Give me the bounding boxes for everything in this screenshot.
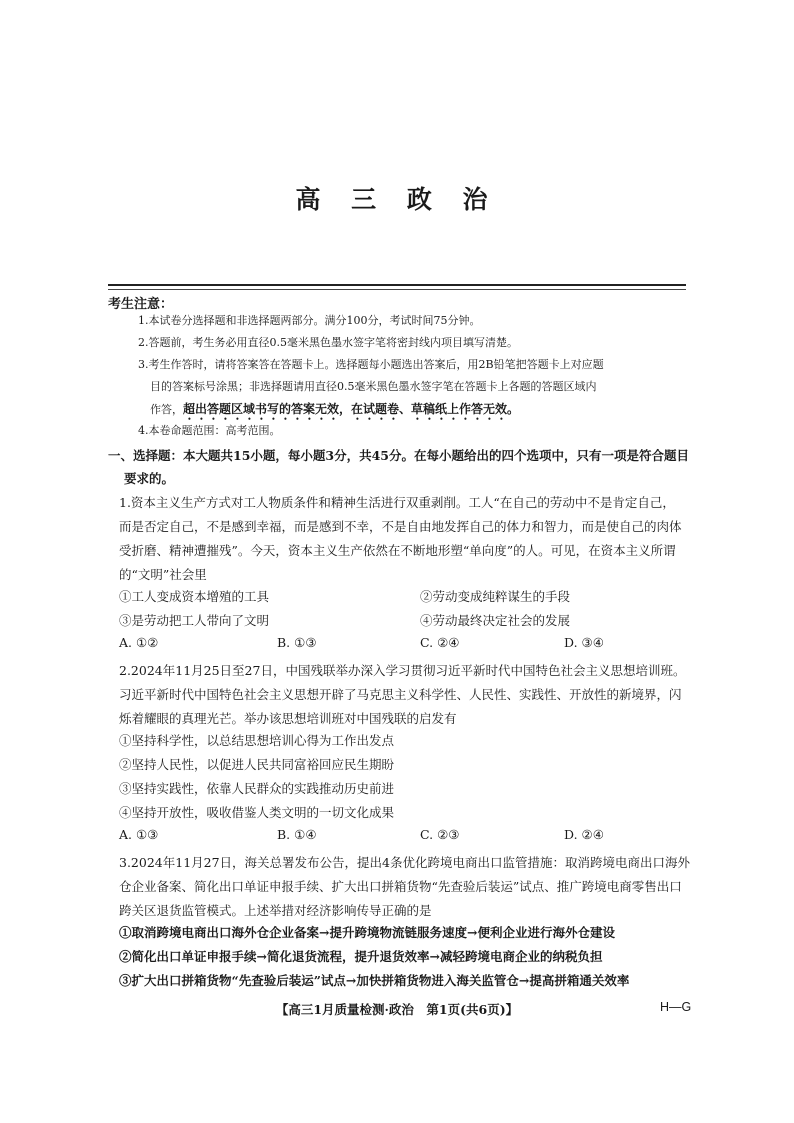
- notice-item-3-lead: 作答，: [150, 403, 183, 416]
- notice-item-4: 4.本卷命题范围：高考范围。: [138, 424, 281, 437]
- q1-option-4: ④劳动最终决定社会的发展: [420, 613, 571, 628]
- q1-line-1: 1.资本主义生产方式对工人物质条件和精神生活进行双重剥削。工人“在自己的劳动中不是肯定自己，: [119, 495, 675, 510]
- q2-choice-c: C. ②③: [420, 827, 460, 842]
- q3-option-1: ①取消跨境电商出口海外仓企业备案→提升跨境物流链服务速度→便利企业进行海外仓建设: [119, 925, 615, 940]
- q3-line-3: 跨关区退货监管模式。上述举措对经济影响传导正确的是: [119, 903, 432, 918]
- notice-item-1: 1.本试卷分选择题和非选择题两部分。满分100分，考试时间75分钟。: [138, 314, 481, 327]
- q3-line-2: 仓企业备案、简化出口单证申报手续、扩大出口拼箱货物“先查验后装运”试点、推广跨境电商零售出口: [119, 879, 682, 894]
- q1-choice-a: A. ①②: [119, 635, 159, 650]
- q2-option-2: ②坚持人民性，以促进人民共同富裕回应民生期盼: [119, 757, 395, 772]
- q3-option-2: ②简化出口单证申报手续→简化退货流程，提升退货效率→减轻跨境电商企业的纳税负担: [119, 949, 603, 964]
- q1-option-1: ①工人变成资本增殖的工具: [119, 589, 270, 604]
- q1-choice-b: B. ①③: [277, 635, 317, 650]
- q2-choice-d: D. ②④: [564, 827, 604, 842]
- q2-choice-b: B. ①④: [277, 827, 317, 842]
- notice-item-3-cont: 目的答案标号涂黑；非选择题请用直径0.5毫米黑色墨水签字笔在答题卡上各题的答题区域内: [150, 380, 597, 393]
- q2-line-2: 习近平新时代中国特色社会主义思想开辟了马克思主义科学性、人民性、实践性、开放性的新境界，闪: [119, 687, 682, 702]
- q2-option-3: ③坚持实践性，依靠人民群众的实践推动历史前进: [119, 781, 395, 796]
- q2-option-4: ④坚持开放性，吸收借鉴人类文明的一切文化成果: [119, 805, 395, 820]
- q2-line-3: 烁着耀眼的真理光芒。举办该思想培训班对中国残联的启发有: [119, 711, 457, 726]
- notice-emphasis: 超出答题区域书写的答案无效，在试题卷、草稿纸上作答无效。: [183, 402, 520, 416]
- q2-option-1: ①坚持科学性，以总结思想培训心得为工作出发点: [119, 733, 395, 748]
- section-heading-cont: 要求的。: [124, 471, 175, 486]
- q1-choice-d: D. ③④: [564, 635, 604, 650]
- q3-option-3: ③扩大出口拼箱货物“先查验后装运”试点→加快拼箱货物进入海关监管仓→提高拼箱通关效率: [119, 973, 630, 988]
- q2-line-1: 2.2024年11月25日至27日，中国残联举办深入学习贯彻习近平新时代中国特色社会主义思想培训班。: [119, 663, 686, 678]
- section-heading: 一、选择题：本大题共15小题，每小题3分，共45分。在每小题给出的四个选项中，只有一项是符合题目: [108, 448, 689, 463]
- page-footer: 【高三1月质量检测·政治 第1页(共6页)】: [275, 1002, 519, 1017]
- q1-line-2: 而是否定自己，不是感到幸福，而是感到不幸，不是自由地发挥自己的体力和智力，而是使自己的肉体: [119, 519, 682, 534]
- q3-line-1: 3.2024年11月27日，海关总署发布公告，提出4条优化跨境电商出口监管措施：取消跨境电商出口海外: [119, 855, 691, 870]
- q2-choice-a: A. ①③: [119, 827, 159, 842]
- page-title: 高 三 政 治: [295, 185, 499, 214]
- q1-line-4: 的“文明”社会里: [119, 567, 207, 582]
- q1-choice-c: C. ②④: [420, 635, 460, 650]
- divider-thick: [108, 284, 686, 286]
- notice-item-2: 2.答题前，考生务必用直径0.5毫米黑色墨水签字笔将密封线内项目填写清楚。: [138, 336, 518, 349]
- q1-option-2: ②劳动变成纯粹谋生的手段: [420, 589, 571, 604]
- notice-heading: 考生注意：: [108, 297, 174, 312]
- q1-option-3: ③是劳动把工人带向了文明: [119, 613, 270, 628]
- paper-code: H—G: [660, 1000, 692, 1014]
- divider-thin: [108, 289, 686, 290]
- notice-item-3: 3.考生作答时，请将答案答在答题卡上。选择题每小题选出答案后，用2B铅笔把答题卡上对应题: [138, 358, 604, 371]
- q1-line-3: 受折磨、精神遭摧残”。今天，资本主义生产依然在不断地形塑“单向度”的人。可见，在资本主义所谓: [119, 543, 676, 558]
